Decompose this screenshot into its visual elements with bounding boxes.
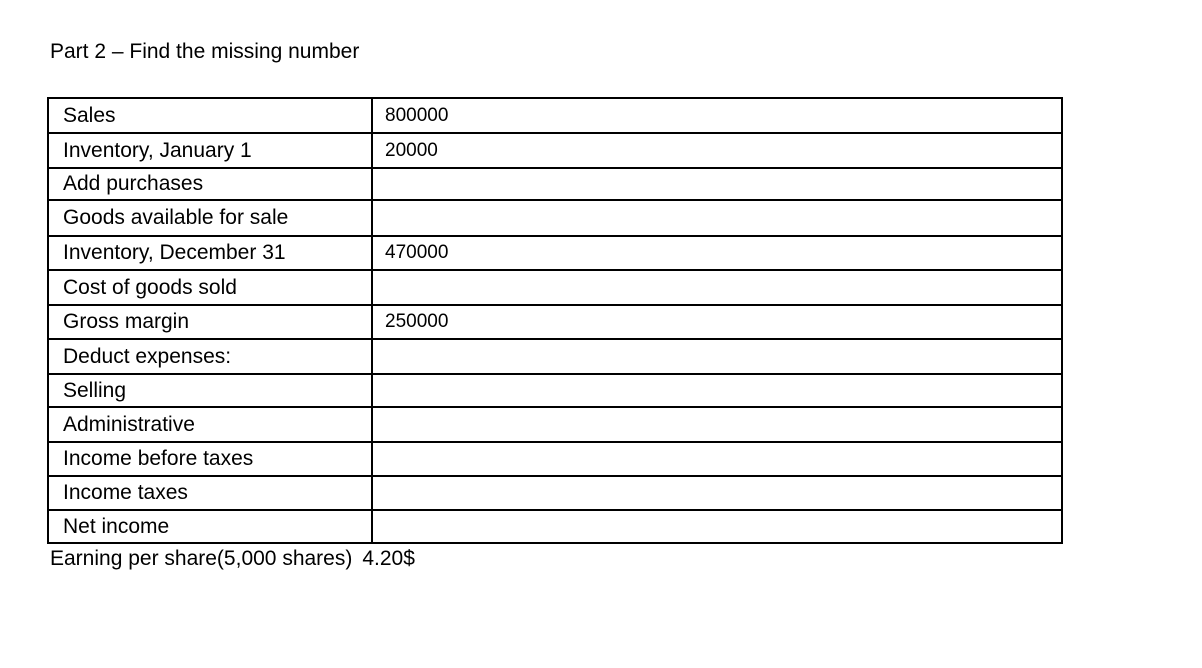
row-label: Deduct expenses: — [48, 339, 372, 374]
row-label: Inventory, December 31 — [48, 236, 372, 270]
income-statement-table — [47, 97, 1063, 544]
row-value: 250000 — [372, 305, 1062, 339]
table-row — [48, 270, 1062, 305]
row-label: Net income — [48, 510, 372, 543]
row-label: Inventory, January 1 — [48, 133, 372, 168]
earnings-per-share-label: Earning per share(5,000 shares) — [50, 547, 353, 570]
row-value — [372, 339, 1062, 374]
table-row — [48, 476, 1062, 510]
table-row — [48, 133, 1062, 168]
row-label: Income taxes — [48, 476, 372, 510]
row-label: Administrative — [48, 407, 372, 442]
earnings-per-share-value: 4.20$ — [362, 547, 415, 570]
row-value — [372, 270, 1062, 305]
row-label: Sales — [48, 98, 372, 133]
row-value: 470000 — [372, 236, 1062, 270]
table-row — [48, 510, 1062, 543]
row-value — [372, 510, 1062, 543]
row-value — [372, 442, 1062, 476]
table-row — [48, 305, 1062, 339]
row-label: Income before taxes — [48, 442, 372, 476]
row-value — [372, 168, 1062, 200]
row-value: 800000 — [372, 98, 1062, 133]
row-label: Cost of goods sold — [48, 270, 372, 305]
table-row — [48, 236, 1062, 270]
table-row — [48, 374, 1062, 407]
row-value — [372, 407, 1062, 442]
row-value — [372, 200, 1062, 236]
row-value: 20000 — [372, 133, 1062, 168]
row-label: Add purchases — [48, 168, 372, 200]
row-label: Goods available for sale — [48, 200, 372, 236]
row-label: Gross margin — [48, 305, 372, 339]
row-label: Selling — [48, 374, 372, 407]
table-row — [48, 339, 1062, 374]
row-value — [372, 476, 1062, 510]
earnings-per-share-note — [50, 545, 415, 573]
table-row — [48, 98, 1062, 133]
row-value — [372, 374, 1062, 407]
table-row — [48, 200, 1062, 236]
table-row — [48, 442, 1062, 476]
page-title: Part 2 – Find the missing number — [50, 40, 360, 63]
table-row — [48, 168, 1062, 200]
table-row — [48, 407, 1062, 442]
